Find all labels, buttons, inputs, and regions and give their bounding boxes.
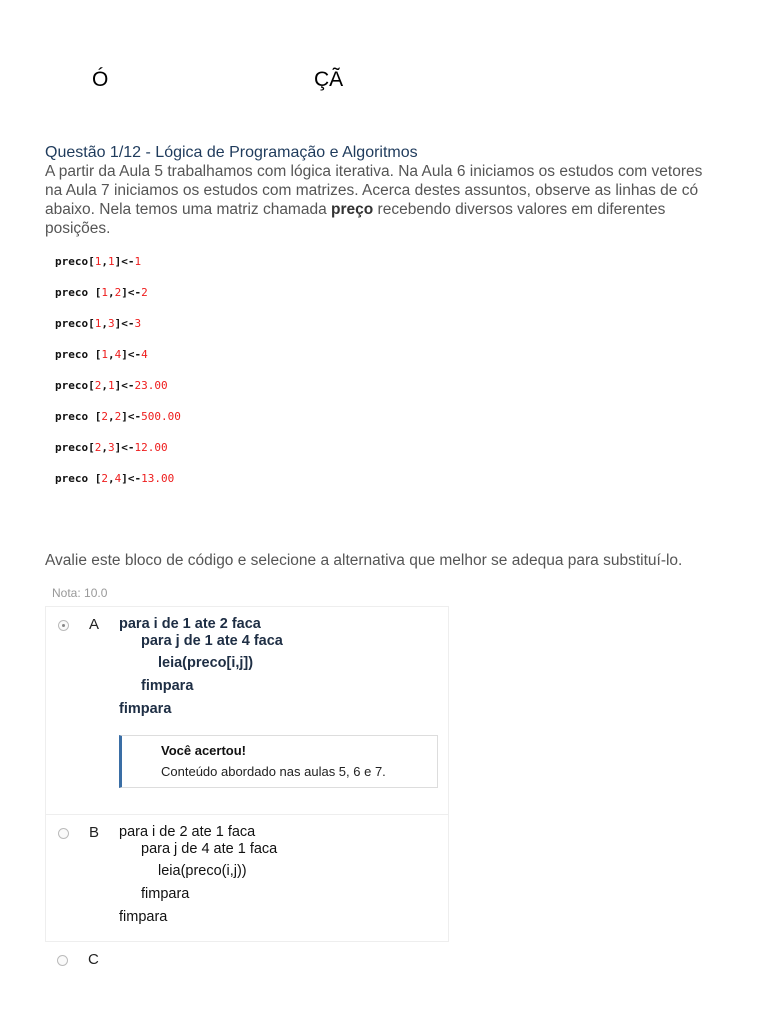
code-value: 4 [141, 348, 148, 361]
code-sep: , [101, 379, 108, 392]
code-sep: , [107, 410, 115, 423]
code-value: 1 [134, 255, 142, 268]
option-b-line-4: fimpara [141, 886, 190, 902]
code-value: 13.00 [141, 472, 175, 485]
feedback-text: Conteúdo abordado nas aulas 5, 6 e 7. [161, 764, 386, 779]
question-line-2: na Aula 7 iniciamos os estudos com matrizes. Acerca destes assuntos, observe as linhas de có [45, 182, 699, 199]
option-a-letter: A [89, 616, 100, 633]
code-index-i: 1 [101, 286, 108, 299]
header-char-1: Ó [92, 68, 109, 91]
option-a-line-5: fimpara [119, 701, 172, 717]
code-prefix: preco[ [55, 441, 95, 454]
question-line-3 [45, 200, 735, 219]
code-assign: ]<- [114, 255, 135, 268]
code-sep: , [101, 441, 108, 454]
code-index-i: 2 [101, 472, 108, 485]
code-sep: , [101, 255, 108, 268]
code-index-j: 2 [114, 410, 122, 423]
code-line [55, 285, 181, 316]
option-b-line-2: para j de 4 ate 1 faca [141, 841, 278, 857]
question-text [45, 162, 735, 238]
code-index-j: 1 [108, 255, 115, 268]
code-index-i: 2 [101, 410, 108, 423]
code-value: 23.00 [134, 379, 168, 392]
code-index-i: 2 [94, 379, 102, 392]
option-b-line-5: fimpara [119, 909, 168, 925]
code-assign: ]<- [121, 410, 142, 423]
question-prompt: Avalie este bloco de código e selecione a alternativa que melhor se adequa para substituí-lo. [45, 552, 683, 569]
option-a-line-3: leia(preco[i,j]) [158, 655, 254, 671]
code-sep: , [107, 472, 115, 485]
option-a-line-4: fimpara [141, 678, 194, 694]
option-a-line-2: para j de 1 ate 4 faca [141, 633, 283, 649]
code-index-j: 4 [114, 348, 122, 361]
code-sep: , [101, 317, 108, 330]
code-index-j: 2 [114, 286, 122, 299]
question-line-1: A partir da Aula 5 trabalhamos com lógica iterativa. Na Aula 6 iniciamos os estudos com vetores [45, 163, 703, 180]
question-line-3-start: abaixo. Nela temos uma matriz chamada [45, 201, 332, 218]
code-index-j: 3 [108, 317, 115, 330]
option-c-letter[interactable]: C [88, 951, 99, 968]
option-b-radio[interactable] [58, 828, 69, 839]
code-prefix: preco [ [55, 286, 102, 299]
option-b[interactable] [45, 814, 449, 942]
code-line [55, 378, 181, 409]
code-index-i: 1 [94, 255, 102, 268]
option-a[interactable] [45, 606, 449, 815]
feedback-box [119, 735, 438, 788]
code-assign: ]<- [114, 441, 135, 454]
code-assign: ]<- [121, 472, 142, 485]
code-index-j: 1 [108, 379, 115, 392]
code-line [55, 409, 181, 440]
code-assign: ]<- [114, 379, 135, 392]
option-b-letter: B [89, 824, 100, 841]
code-sep: , [107, 348, 115, 361]
code-value: 500.00 [141, 410, 181, 423]
code-index-i: 1 [101, 348, 108, 361]
code-prefix: preco [ [55, 472, 102, 485]
question-line-3-end: recebendo diversos valores em diferentes [373, 201, 666, 218]
header-char-2: ÇÃ [314, 68, 344, 91]
code-line [55, 347, 181, 378]
code-line [55, 254, 181, 285]
code-line [55, 440, 181, 471]
option-b-line-3: leia(preco(i,j)) [158, 863, 247, 879]
code-line [55, 471, 181, 502]
code-index-i: 1 [94, 317, 102, 330]
code-prefix: preco [ [55, 348, 102, 361]
code-index-j: 4 [114, 472, 122, 485]
question-line-4: posições. [45, 220, 111, 237]
code-assign: ]<- [121, 286, 142, 299]
code-value: 12.00 [134, 441, 168, 454]
option-a-line-1: para i de 1 ate 2 faca [119, 616, 261, 632]
option-a-radio[interactable] [58, 620, 69, 631]
code-sep: , [107, 286, 115, 299]
feedback-title: Você acertou! [161, 743, 247, 758]
question-keyword: preço [331, 201, 374, 218]
code-prefix: preco[ [55, 379, 95, 392]
code-prefix: preco [ [55, 410, 102, 423]
option-b-line-1: para i de 2 ate 1 faca [119, 824, 256, 840]
code-assign: ]<- [114, 317, 135, 330]
code-prefix: preco[ [55, 317, 95, 330]
question-title: Questão 1/12 - Lógica de Programação e Algoritmos [45, 144, 418, 161]
code-index-j: 3 [108, 441, 115, 454]
code-block [55, 254, 181, 502]
code-value: 2 [141, 286, 148, 299]
code-value: 3 [134, 317, 142, 330]
code-index-i: 2 [94, 441, 102, 454]
code-line [55, 316, 181, 347]
score-label: Nota: 10.0 [52, 586, 108, 600]
code-prefix: preco[ [55, 255, 95, 268]
option-c-radio[interactable] [57, 955, 68, 966]
code-assign: ]<- [121, 348, 142, 361]
